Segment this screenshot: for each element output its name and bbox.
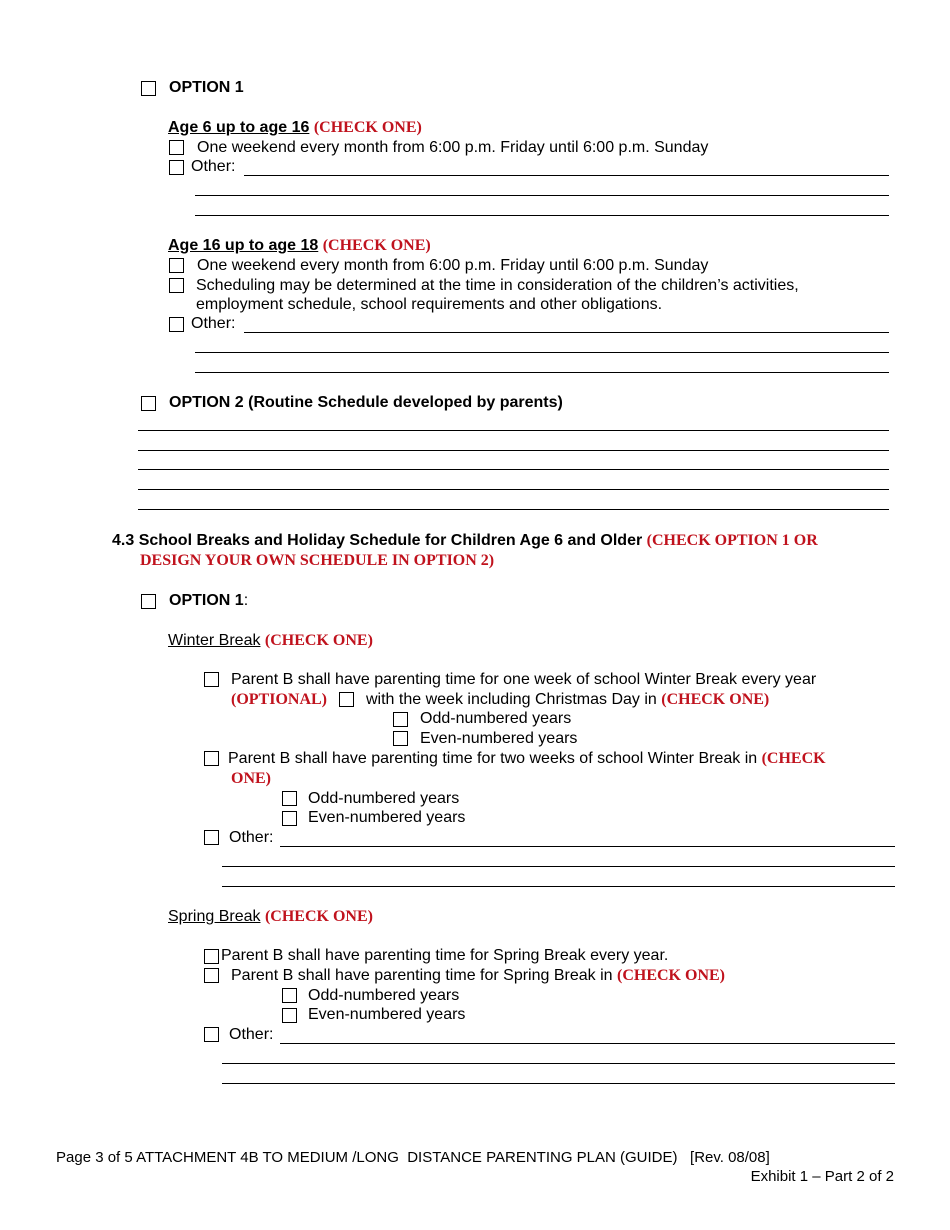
spring-choice2-text: Parent B shall have parenting time for Spring Break in: [231, 967, 613, 984]
spring-odd-text: Odd-numbered years: [308, 987, 460, 1004]
winter-heading-line: [168, 631, 373, 651]
option1-checkbox[interactable]: [141, 81, 156, 96]
spring-heading: Spring Break: [168, 908, 261, 925]
winter-christmas-line: [366, 690, 769, 710]
age16-other-line-1[interactable]: [244, 332, 889, 333]
option2-checkbox[interactable]: [141, 396, 156, 411]
spring-choice1-text: Parent B shall have parenting time for Spring Break every year.: [221, 947, 669, 964]
winter-even2-checkbox[interactable]: [282, 811, 297, 826]
option2-label: OPTION 2 (Routine Schedule developed by parents): [169, 394, 563, 411]
age16-choice2-text-2: employment schedule, school requirements and other obligations.: [196, 296, 663, 313]
winter-odd-checkbox[interactable]: [393, 712, 408, 727]
winter-choice1-text: Parent B shall have parenting time for one week of school Winter Break every year: [231, 671, 817, 688]
age16-other-line-3[interactable]: [195, 372, 889, 373]
age6-other-checkbox[interactable]: [169, 160, 184, 175]
age16-heading-line: [168, 236, 431, 256]
age16-choice2-text-1: Scheduling may be determined at the time in consideration of the children’s activities,: [196, 277, 799, 294]
winter-choice2-check-1: (CHECK: [761, 750, 826, 767]
age16-choice1-checkbox[interactable]: [169, 258, 184, 273]
spring-check-one: (CHECK ONE): [264, 908, 373, 925]
section43-option1-label: OPTION 1: [169, 592, 244, 609]
winter-other-line-2[interactable]: [222, 866, 895, 867]
spring-choice2-checkbox[interactable]: [204, 968, 219, 983]
winter-other-line-3[interactable]: [222, 886, 895, 887]
age6-heading: Age 6 up to age 16: [168, 119, 310, 136]
section43-instruction-1: (CHECK OPTION 1 OR: [646, 532, 818, 549]
age6-other-line-3[interactable]: [195, 215, 889, 216]
section43-instruction-2: DESIGN YOUR OWN SCHEDULE IN OPTION 2): [140, 552, 495, 569]
option2-line-4[interactable]: [138, 489, 889, 490]
option2-line-5[interactable]: [138, 509, 889, 510]
age16-choice1-text: One weekend every month from 6:00 p.m. Friday until 6:00 p.m. Sunday: [197, 257, 709, 274]
winter-choice2-check-2: ONE): [231, 770, 271, 787]
spring-choice2-check-one: (CHECK ONE): [617, 967, 725, 984]
spring-other-line-1[interactable]: [280, 1043, 895, 1044]
winter-optional: (OPTIONAL): [231, 691, 327, 708]
spring-other-label: Other:: [229, 1026, 274, 1043]
section43-title: 4.3 School Breaks and Holiday Schedule for Children Age 6 and Older: [112, 532, 643, 549]
age6-check-one: (CHECK ONE): [313, 119, 422, 136]
option2-line-2[interactable]: [138, 450, 889, 451]
winter-even-checkbox[interactable]: [393, 731, 408, 746]
age6-other-label: Other:: [191, 158, 236, 175]
winter-choice2-checkbox[interactable]: [204, 751, 219, 766]
winter-even2-text: Even-numbered years: [308, 809, 466, 826]
spring-heading-line: [168, 907, 373, 927]
winter-christmas-checkbox[interactable]: [339, 692, 354, 707]
spring-even-checkbox[interactable]: [282, 1008, 297, 1023]
spring-choice2-line: [231, 966, 725, 986]
winter-other-line-1[interactable]: [280, 846, 895, 847]
spring-even-text: Even-numbered years: [308, 1006, 466, 1023]
age16-choice2-checkbox[interactable]: [169, 278, 184, 293]
section43-option1-colon: :: [243, 592, 249, 609]
winter-even-text: Even-numbered years: [420, 730, 578, 747]
winter-christmas-check-one: (CHECK ONE): [661, 691, 770, 708]
winter-odd2-text: Odd-numbered years: [308, 790, 460, 807]
age16-other-checkbox[interactable]: [169, 317, 184, 332]
winter-odd2-checkbox[interactable]: [282, 791, 297, 806]
spring-other-checkbox[interactable]: [204, 1027, 219, 1042]
age6-choice1-text: One weekend every month from 6:00 p.m. Friday until 6:00 p.m. Sunday: [197, 139, 709, 156]
age6-other-line-2[interactable]: [195, 195, 889, 196]
footer-line-2: Exhibit 1 – Part 2 of 2: [750, 1168, 894, 1185]
section43-option1-checkbox[interactable]: [141, 594, 156, 609]
option2-line-1[interactable]: [138, 430, 889, 431]
spring-other-line-2[interactable]: [222, 1063, 895, 1064]
winter-christmas-text: with the week including Christmas Day in: [366, 691, 657, 708]
age16-other-label: Other:: [191, 315, 236, 332]
section43-title-line: [112, 531, 818, 551]
spring-other-line-3[interactable]: [222, 1083, 895, 1084]
winter-choice1-checkbox[interactable]: [204, 672, 219, 687]
option1-label: OPTION 1: [169, 79, 244, 96]
age6-other-line-1[interactable]: [244, 175, 889, 176]
winter-other-checkbox[interactable]: [204, 830, 219, 845]
age16-check-one: (CHECK ONE): [322, 237, 431, 254]
section43-option1-line: [169, 591, 248, 611]
winter-odd-text: Odd-numbered years: [420, 710, 572, 727]
winter-choice2-text: Parent B shall have parenting time for two weeks of school Winter Break in: [228, 750, 758, 767]
winter-check-one: (CHECK ONE): [264, 632, 373, 649]
option2-line-3[interactable]: [138, 469, 889, 470]
spring-odd-checkbox[interactable]: [282, 988, 297, 1003]
age16-other-line-2[interactable]: [195, 352, 889, 353]
age6-heading-line: [168, 118, 422, 138]
footer-line-1: Page 3 of 5 ATTACHMENT 4B TO MEDIUM /LONG DISTANCE PARENTING PLAN (GUIDE) [Rev. 08/08]: [56, 1149, 770, 1166]
age6-choice1-checkbox[interactable]: [169, 140, 184, 155]
winter-other-label: Other:: [229, 829, 274, 846]
winter-heading: Winter Break: [168, 632, 261, 649]
winter-choice2-line: [228, 749, 826, 769]
age16-heading: Age 16 up to age 18: [168, 237, 319, 254]
spring-choice1-checkbox[interactable]: [204, 949, 219, 964]
